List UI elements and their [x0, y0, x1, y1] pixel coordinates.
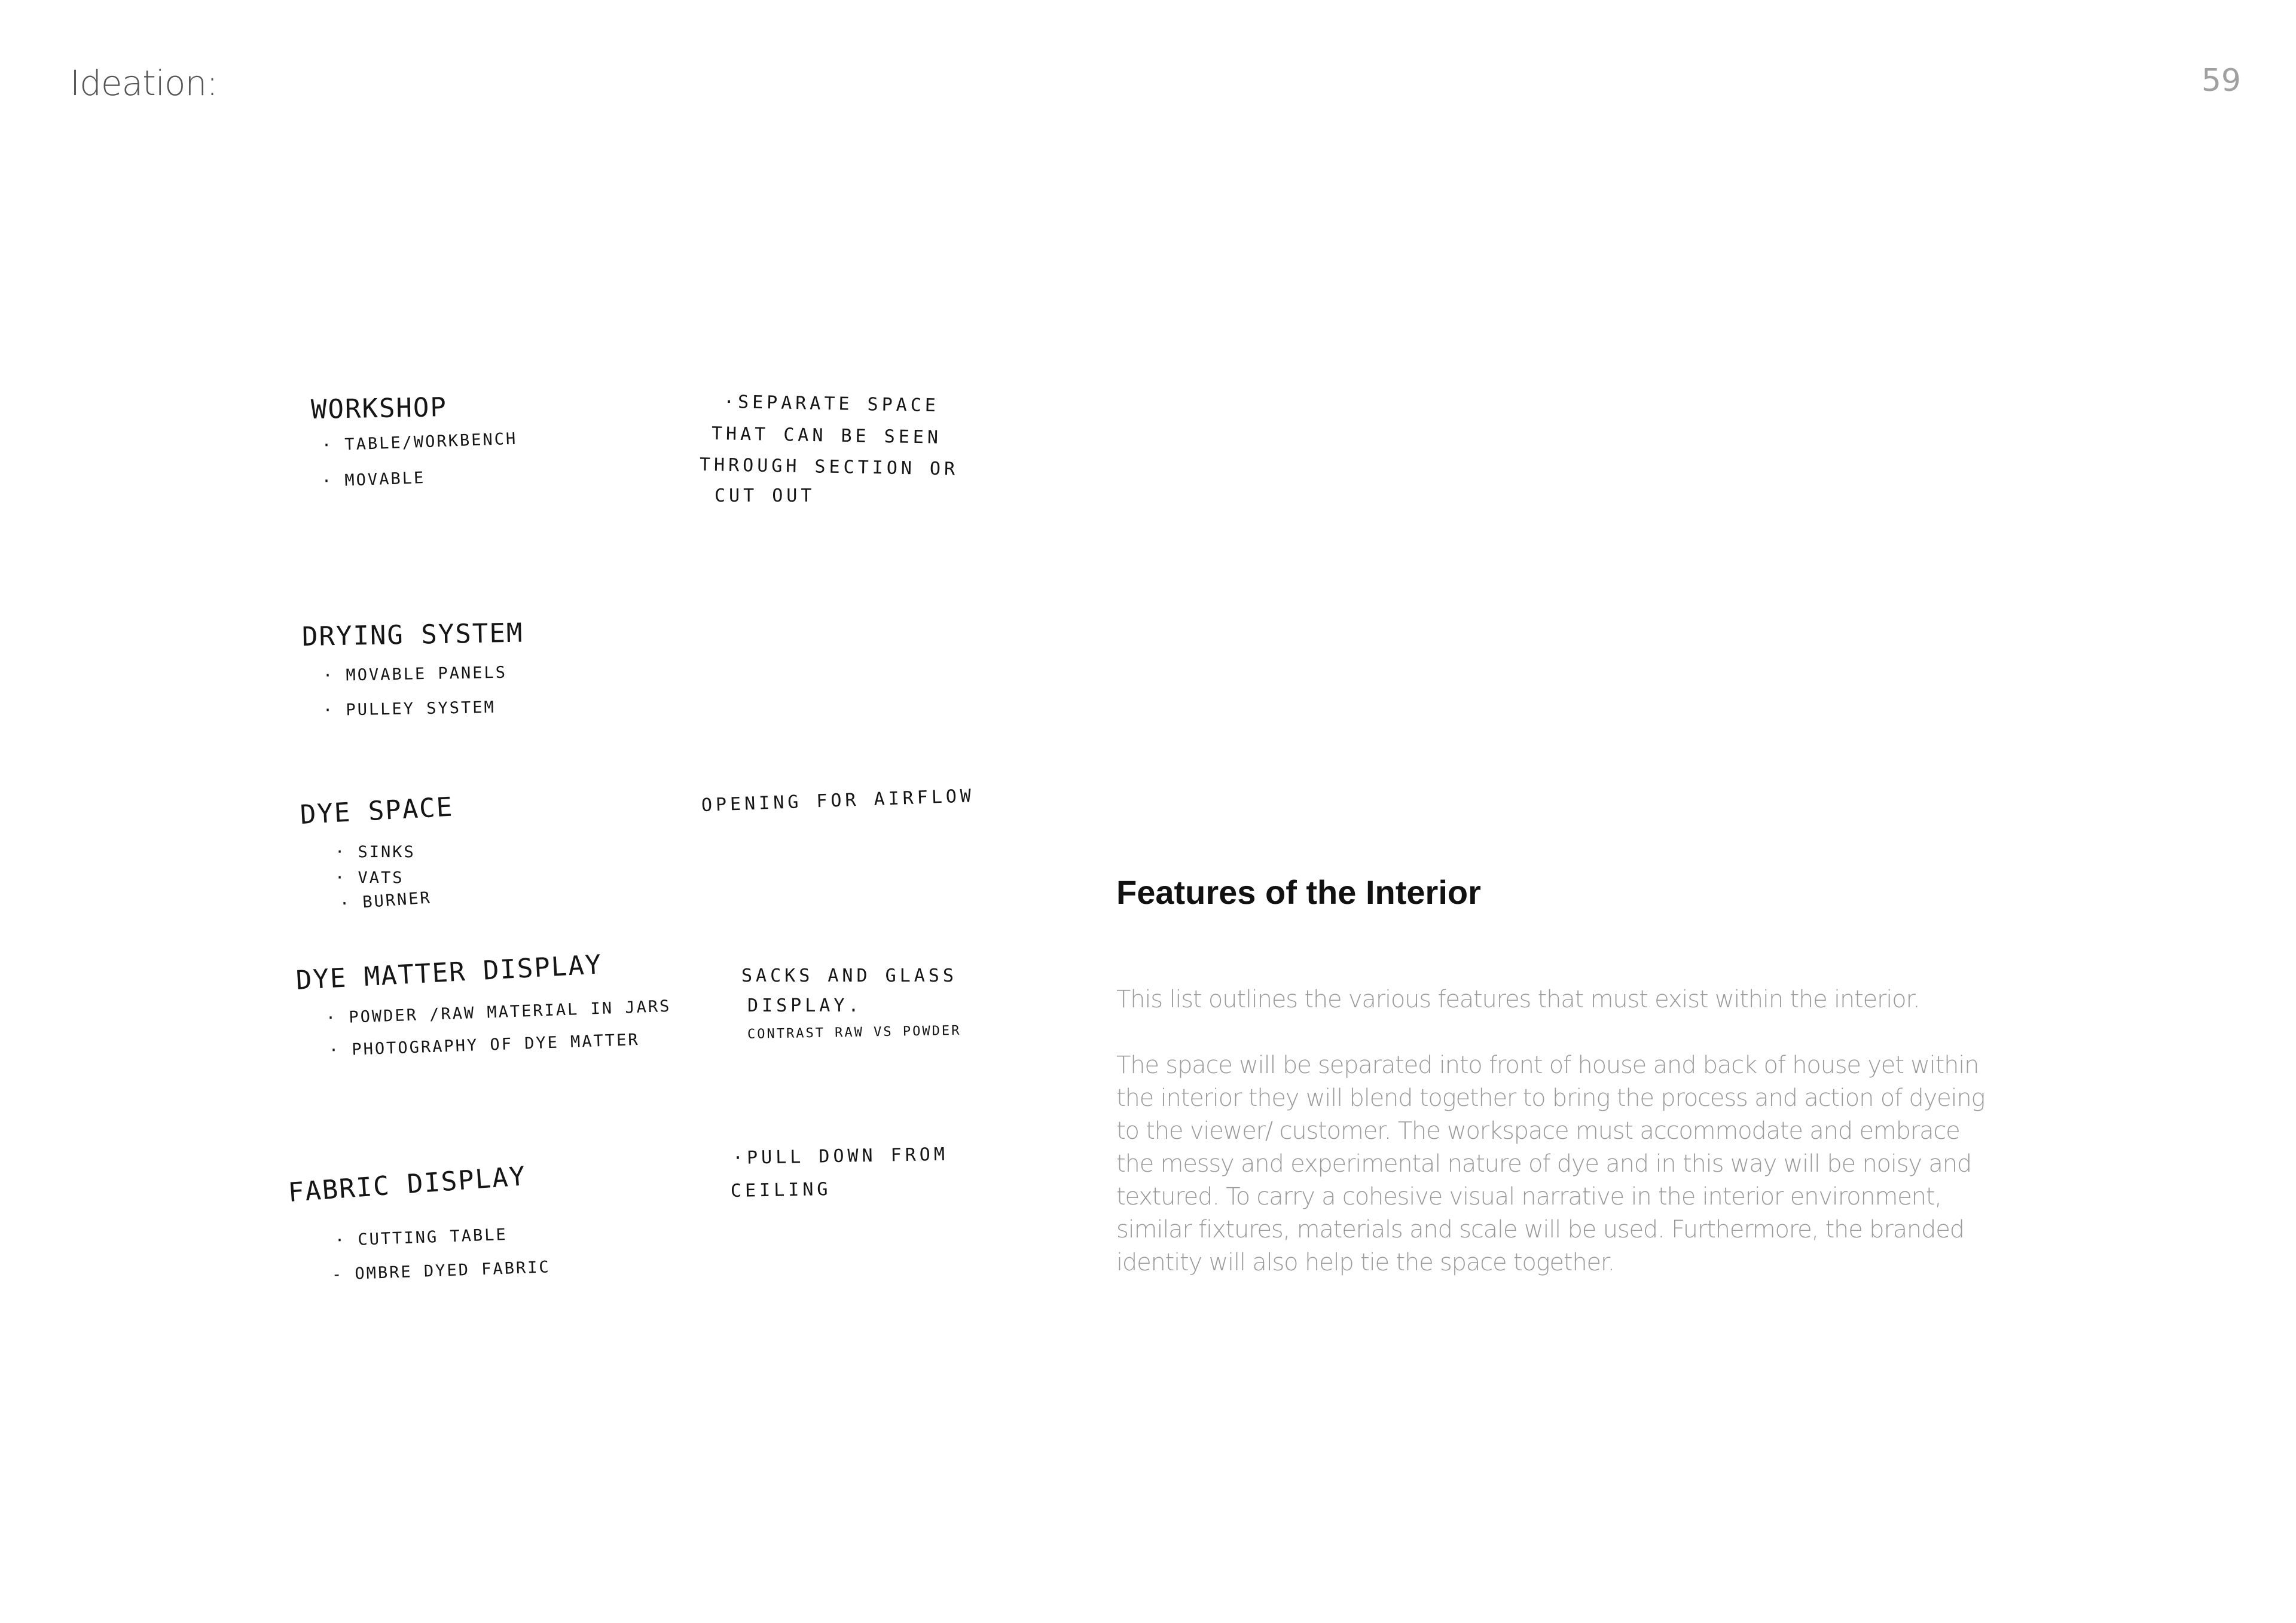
pull-down-note: ·PULL DOWN FROM [732, 1144, 949, 1169]
sacks-glass-note: CONTRAST RAW VS POWDER [747, 1023, 961, 1042]
separate-space-note: THROUGH SECTION OR [699, 454, 959, 480]
fabric-display-item: · CUTTING TABLE [334, 1225, 508, 1250]
workshop-item: · MOVABLE [321, 468, 426, 491]
pull-down-note: CEILING [730, 1179, 832, 1202]
dye-matter-display-heading: DYE MATTER DISPLAY [295, 949, 603, 996]
features-body-text: The space will be separated into front of house and back of house yet within the interior they will blend together to bring the process and action of dyeing to the viewer/ customer. The workspace must accommodate and embrace the messy and experimental nature of dye and in this way will be noisy and textured. To carry a cohesive visual narrative in the interior environment, similar fixtures, materials and scale will be used. Furthermore, the branded identity will also help tie the space together. [1116, 1052, 1985, 1276]
features-intro-text: This list outlines the various features that must exist within the interior. [1116, 986, 1920, 1013]
drying-system-heading: DRYING SYSTEM [301, 618, 524, 652]
separate-space-note: ·SEPARATE SPACE [723, 392, 940, 417]
opening-airflow-note: OPENING FOR AIRFLOW [701, 785, 975, 816]
dye-matter-display-item: · PHOTOGRAPHY OF DYE MATTER [328, 1030, 640, 1060]
fabric-display-heading: FABRIC DISPLAY [287, 1161, 527, 1208]
separate-space-note: THAT CAN BE SEEN [711, 423, 942, 448]
dye-space-item: · VATS [335, 869, 404, 887]
page-number: 59 [2201, 63, 2241, 99]
dye-matter-display-item: · POWDER /RAW MATERIAL IN JARS [325, 997, 671, 1028]
sacks-glass-note: SACKS AND GLASS [741, 965, 957, 986]
separate-space-note: CUT OUT [715, 485, 816, 506]
workshop-heading: WORKSHOP [310, 392, 448, 425]
handwritten-sketch-notes [275, 371, 1040, 1339]
sacks-glass-note: DISPLAY. [747, 995, 863, 1016]
page-title: Ideation: [70, 63, 218, 103]
workshop-item: · TABLE/WORKBENCH [321, 429, 518, 455]
dye-space-heading: DYE SPACE [299, 791, 454, 830]
drying-system-item: · MOVABLE PANELS [322, 663, 508, 685]
dye-space-item: · SINKS [335, 843, 416, 861]
features-title: Features of the Interior [1116, 873, 1481, 911]
dye-space-item: · BURNER [338, 888, 432, 913]
drying-system-item: · PULLEY SYSTEM [322, 698, 496, 720]
fabric-display-item: - OMBRE DYED FABRIC [331, 1258, 551, 1284]
